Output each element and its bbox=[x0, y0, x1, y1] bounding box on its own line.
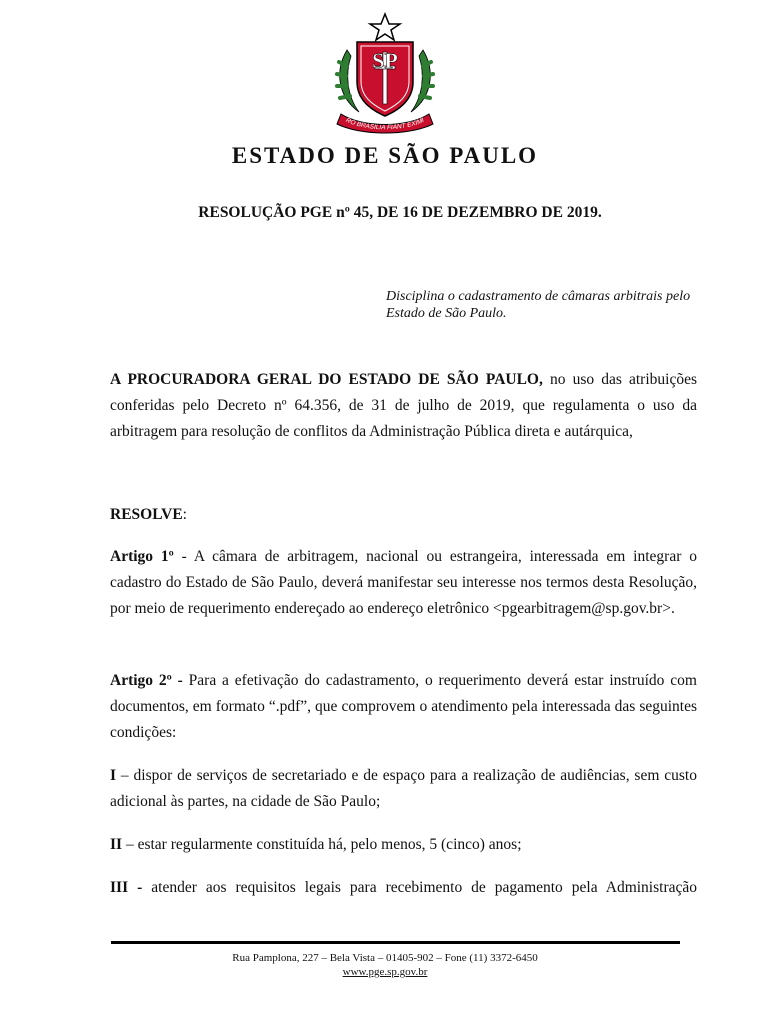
resolution-title: RESOLUÇÃO PGE nº 45, DE 16 DE DEZEMBRO DE 2019. bbox=[198, 204, 602, 221]
article-1-text: - A câmara de arbitragem, nacional ou estrangeira, interessada em integrar o cadastro do Estado de São Paulo, deverá manifestar seu interesse nos termos desta Resolução, por meio de requerimento endereçado ao endereço eletrônico <pgearbitragem@sp.gov.br>. bbox=[110, 548, 697, 617]
item-ii-label: II bbox=[110, 836, 123, 853]
laurel-right-icon bbox=[411, 50, 430, 112]
resolve-colon: : bbox=[182, 506, 187, 523]
footer-website-link[interactable]: www.pge.sp.gov.br bbox=[342, 966, 428, 978]
item-i-paragraph bbox=[110, 763, 697, 815]
article-2-label: Artigo 2º - bbox=[110, 672, 183, 689]
article-2-text: Para a efetivação do cadastramento, o requerimento deverá estar instruído com documentos, em formato “.pdf”, que comprovem o atendimento pela interessada das seguintes condições: bbox=[110, 672, 697, 741]
preamble-paragraph bbox=[110, 367, 697, 445]
item-i-label: I bbox=[110, 767, 117, 784]
state-title: ESTADO DE SÃO PAULO bbox=[231, 143, 539, 168]
item-ii-paragraph bbox=[110, 832, 697, 858]
coat-of-arms-icon bbox=[329, 12, 441, 134]
footer-address: Rua Pamplona, 227 – Bela Vista – 01405-902 – Fone (11) 3372-6450 bbox=[232, 952, 538, 964]
article-1-label: Artigo 1º bbox=[110, 548, 174, 565]
item-iii-paragraph bbox=[110, 875, 697, 901]
resolve-label: RESOLVE bbox=[110, 506, 183, 523]
article-1-paragraph bbox=[110, 544, 697, 622]
footer-divider bbox=[111, 941, 680, 944]
preamble-authority: A PROCURADORA GERAL DO ESTADO DE SÃO PAULO, bbox=[110, 371, 543, 388]
preamble-text: no uso das atribuições conferidas pelo Decreto nº 64.356, de 31 de julho de 2019, que regulamenta o uso da arbitragem para resolução de conflitos da Administração Pública direta e autárquica, bbox=[110, 371, 697, 440]
coat-letters: SP bbox=[372, 48, 398, 73]
laurel-left-icon bbox=[340, 50, 359, 112]
item-ii-text: – estar regularmente constituída há, pelo menos, 5 (cinco) anos; bbox=[122, 836, 522, 853]
motto-ribbon: RO BRASILIA FIANT EXIMI bbox=[344, 116, 426, 132]
ementa: Disciplina o cadastramento de câmaras arbitrais pelo Estado de São Paulo. bbox=[386, 289, 691, 321]
item-iii-text: atender aos requisitos legais para recebimento de pagamento pela Administração bbox=[142, 879, 698, 896]
resolve-heading bbox=[110, 502, 697, 528]
article-2-paragraph bbox=[110, 668, 697, 746]
item-iii-label: III - bbox=[110, 879, 143, 896]
star-icon bbox=[370, 14, 400, 40]
item-i-text: – dispor de serviços de secretariado e de espaço para a realização de audiências, sem custo adicional às partes, na cidade de São Paulo; bbox=[110, 767, 697, 810]
